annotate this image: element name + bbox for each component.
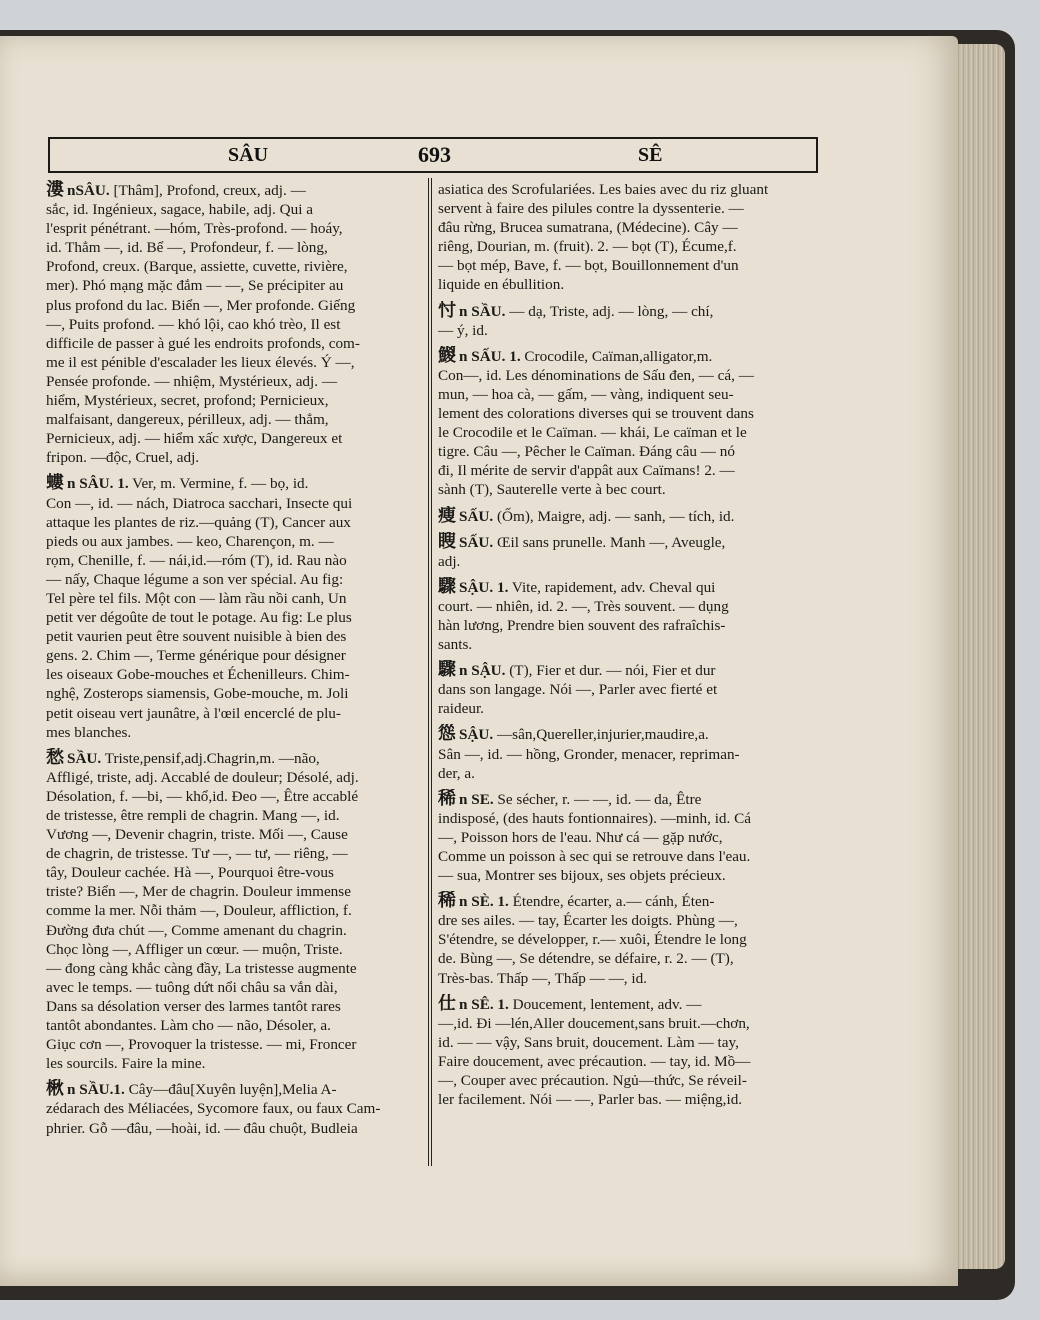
entry-text: gens. 2. Chim —, Terme générique pour désigner: [46, 647, 346, 665]
entry-headword: n SẦU.1.: [67, 1081, 125, 1099]
entry-text: Désolation, f. —bi, — khổ,id. Đeo —, Être accablé: [46, 787, 359, 805]
entry-line: [438, 506, 818, 526]
entry-line: [438, 532, 818, 552]
entry-text: malfaisant, dangereux, périlleux, adj. — thẳm,: [46, 411, 329, 429]
entry-line: [46, 959, 426, 978]
entry-line: [438, 764, 818, 783]
entry-line: [438, 828, 818, 847]
entry-line: [46, 684, 426, 703]
dictionary-entry: [438, 577, 818, 654]
entry-line: [46, 257, 426, 276]
entry-line: [46, 665, 426, 684]
entry-line: [438, 442, 818, 461]
entry-text: attaque les plantes de riz.—quảng (T), Cancer aux: [46, 513, 351, 531]
entry-headword: SẬU. 1.: [459, 578, 509, 596]
entry-line: [46, 978, 426, 997]
entry-line: [46, 844, 426, 863]
entry-line: [46, 825, 426, 844]
dictionary-entry: [46, 473, 426, 741]
entry-line: [438, 275, 818, 294]
entry-line: [46, 315, 426, 334]
chinese-character: 仕: [438, 993, 456, 1014]
entry-line: [46, 429, 426, 448]
entry-headword: n SE.: [459, 790, 494, 808]
entry-text: court. — nhiên, id. 2. —, Très souvent. — dụng: [438, 597, 729, 615]
right-column: [438, 180, 818, 1115]
dictionary-entry: [438, 891, 818, 987]
entry-line: [438, 552, 818, 571]
entry-line: [438, 597, 818, 616]
entry-text: plus profond du lac. Biển —, Mer profonde. Giếng: [46, 296, 356, 314]
dictionary-entry: [438, 789, 818, 885]
chinese-character: 驟: [438, 660, 456, 681]
entry-text: —, Couper avec précaution. Ngủ—thức, Se réveil-: [438, 1072, 747, 1090]
entry-text: S'étendre, se développer, r.— xuôi, Étendre le long: [438, 931, 747, 949]
entry-text: — đong càng khắc càng đầy, La tristesse augmente: [46, 959, 357, 977]
entry-line: [438, 1090, 818, 1109]
page-number: 693: [418, 142, 451, 167]
left-column: [46, 180, 426, 1144]
entry-line: [46, 589, 426, 608]
entry-text: Con—, id. Les dénominations de Sấu đen, — cá, —: [438, 366, 754, 384]
chinese-character: 慫: [438, 724, 456, 745]
entry-line: [46, 1099, 426, 1118]
entry-line: [46, 494, 426, 513]
entry-line: [46, 1079, 426, 1099]
dictionary-entry: [46, 748, 426, 1074]
entry-line: [46, 448, 426, 467]
entry-line: [438, 346, 818, 366]
entry-text: nghệ, Zosterops siamensis, Gobe-mouche, m. Joli: [46, 685, 349, 703]
entry-line: [46, 787, 426, 806]
dictionary-entry: [438, 994, 818, 1110]
entry-text: Comme un poisson à sec qui se retrouve dans l'eau.: [438, 848, 751, 865]
entry-headword: SẦU.: [67, 749, 102, 767]
entry-text: sành (T), Sauterelle verte à bec court.: [438, 481, 666, 499]
entry-text: —,id. Đi —lén,Aller doucement,sans bruit.—chơn,: [438, 1014, 750, 1032]
entry-line: [46, 353, 426, 372]
entry-text: ler facilement. Nói — —, Parler bas. — miệng,id.: [438, 1091, 743, 1109]
entry-text: me il est pénible d'escalader les lieux élevés. Ý —,: [46, 353, 355, 371]
entry-text: — sua, Montrer ses bijoux, ses objets précieux.: [438, 867, 726, 885]
entry-headword: n SẦU.: [459, 302, 506, 320]
entry-line: [438, 423, 818, 442]
entry-line: [46, 704, 426, 723]
entry-text: id. — — vậy, Sans bruit, doucement. Làm — tay,: [438, 1033, 739, 1051]
entry-line: [438, 930, 818, 949]
entry-text: riêng, Dourian, m. (fruit). 2. — bọt (T), Écume,f.: [438, 238, 737, 256]
column-divider: [428, 178, 432, 1166]
entry-text: triste? Biển —, Mer de chagrin. Douleur immense: [46, 883, 351, 901]
entry-headword: SẬU.: [459, 726, 494, 744]
entry-line: [438, 321, 818, 340]
entry-text: Profond, creux. (Barque, assiette, cuvette, rivière,: [46, 258, 348, 276]
chinese-character: 鯼: [438, 345, 456, 366]
entry-text: de. Bùng —, Se détendre, se défaire, r. 2. — (T),: [438, 950, 734, 968]
entry-text: raideur.: [438, 700, 484, 718]
entry-line: [438, 480, 818, 499]
entry-line: [46, 473, 426, 493]
chinese-character: 楸: [46, 1079, 64, 1100]
entry-line: [46, 219, 426, 238]
entry-line: [46, 1054, 426, 1073]
entry-line: [438, 404, 818, 423]
entry-line: [46, 806, 426, 825]
entry-text: petit ver dégoûte de tout le potage. Au fig: Le plus: [46, 609, 352, 627]
entry-line: [46, 646, 426, 665]
entry-line: [46, 372, 426, 391]
entry-text: Crocodile, Caïman,alligator,m.: [524, 347, 713, 365]
entry-headword: n SẤU. 1.: [459, 347, 521, 365]
entry-line: [46, 238, 426, 257]
entry-text: l'esprit pénétrant. —hóm, Très-profond. — hoáy,: [46, 220, 343, 238]
entry-text: Doucement, lentement, adv. —: [512, 995, 702, 1013]
entry-text: mes blanches.: [46, 723, 132, 741]
header-right-guide-word: SÊ: [638, 144, 663, 166]
entry-line: [438, 911, 818, 930]
entry-line: [46, 200, 426, 219]
entry-line: [438, 256, 818, 275]
entry-line: [438, 1014, 818, 1033]
entry-text: Se sécher, r. — —, id. — da, Être: [497, 790, 702, 808]
entry-line: [46, 1035, 426, 1054]
entry-line: [46, 570, 426, 589]
entry-line: [46, 334, 426, 353]
entry-line: [438, 745, 818, 764]
entry-text: dans son langage. Nói —, Parler avec fierté et: [438, 681, 718, 699]
entry-text: les sourcils. Faire la mine.: [46, 1055, 206, 1073]
entry-text: Tel père tel fils. Một con — làm rầu nồi canh, Un: [46, 589, 347, 607]
entry-text: asiatica des Scrofulariées. Les baies avec du riz gluant: [438, 181, 769, 198]
entry-line: [46, 863, 426, 882]
entry-line: [46, 180, 426, 200]
entry-line: [46, 723, 426, 742]
entry-line: [438, 616, 818, 635]
entry-text: petit vaurien peut être souvent nuisible à bien des: [46, 628, 347, 646]
entry-text: avec le temps. — tuông dứt nổi châu sa vắn dài,: [46, 978, 338, 996]
chinese-character: 稀: [438, 788, 456, 809]
entry-text: — dạ, Triste, adj. — lòng, — chí,: [509, 302, 714, 320]
entry-line: [438, 577, 818, 597]
dictionary-entry: [46, 1079, 426, 1137]
entry-line: [46, 627, 426, 646]
entry-text: — bọt mép, Bave, f. — bọt, Bouillonnement d'un: [438, 257, 739, 275]
entry-text: les oiseaux Gobe-mouches et Échenilleurs. Chim-: [46, 666, 350, 684]
entry-text: Chọc lòng —, Affliger un cœur. — muộn, Triste.: [46, 940, 343, 958]
entry-line: [438, 461, 818, 480]
entry-text: Giục cơn —, Provoquer la tristesse. — mi, Froncer: [46, 1036, 357, 1054]
dictionary-entry: [438, 724, 818, 782]
entry-line: [438, 1052, 818, 1071]
entry-headword: nSÂU.: [67, 182, 110, 199]
chinese-character: 忖: [438, 300, 456, 321]
entry-text: de tristesse, être rempli de chagrin. Mang —, id.: [46, 807, 340, 824]
entry-text: Đường đưa chút —, Comme amenant du chagrin.: [46, 921, 347, 939]
entry-text: sants.: [438, 636, 473, 654]
entry-text: —sân,Quereller,injurier,maudire,a.: [496, 726, 709, 744]
entry-text: Con —, id. — nách, Diatroca sacchari, Insecte qui: [46, 494, 353, 512]
chinese-character: 稀: [438, 891, 456, 912]
entry-text: rọm, Chenille, f. — nái,id.—róm (T), id. Rau nào: [46, 551, 347, 569]
entry-line: [438, 789, 818, 809]
dictionary-entry: [438, 301, 818, 340]
entry-line: [438, 199, 818, 218]
entry-line: [438, 1033, 818, 1052]
entry-text: id. Thẳm —, id. Bể —, Profondeur, f. — lòng,: [46, 239, 328, 257]
dictionary-entry: [438, 506, 818, 526]
dictionary-entry: [46, 180, 426, 467]
entry-text: tây, Douleur cachée. Hà —, Pourquoi être-vous: [46, 864, 334, 882]
running-header: [48, 137, 818, 173]
entry-line: [46, 532, 426, 551]
entry-line: [438, 237, 818, 256]
entry-text: difficile de passer à gué les endroits profonds, com-: [46, 334, 360, 352]
entry-line: [438, 180, 818, 199]
entry-text: (T), Fier et dur. — nói, Fier et dur: [509, 662, 716, 680]
entry-text: Pensée profonde. — nhiệm, Mystérieux, adj. —: [46, 372, 338, 390]
entry-text: hàn lương, Prendre bien souvent des rafraîchis-: [438, 616, 726, 634]
entry-line: [46, 921, 426, 940]
entry-text: servent à faire des pilules contre la dyssenterie. —: [438, 200, 744, 218]
entry-headword: n SÂU. 1.: [67, 475, 129, 493]
entry-line: [438, 218, 818, 237]
entry-text: phrier. Gỗ —đâu, —hoài, id. — đâu chuột, Budleia: [46, 1119, 358, 1137]
chinese-character: 瞍: [438, 531, 456, 552]
entry-text: Affligé, triste, adj. Accablé de douleur; Désolé, adj.: [46, 768, 359, 786]
entry-line: [438, 680, 818, 699]
entry-line: [438, 366, 818, 385]
entry-line: [438, 635, 818, 654]
chinese-character: 愁: [46, 747, 64, 768]
entry-line: [46, 513, 426, 532]
entry-line: [438, 385, 818, 404]
entry-line: [438, 847, 818, 866]
chinese-character: 漊: [46, 180, 64, 200]
entry-text: —, Poisson hors de l'eau. Như cá — gặp nước,: [438, 828, 723, 846]
entry-text: [Thâm], Profond, creux, adj. —: [113, 182, 306, 199]
entry-line: [46, 410, 426, 429]
entry-line: [46, 551, 426, 570]
page-edges: [955, 44, 1005, 1269]
entry-text: Œil sans prunelle. Manh —, Aveugle,: [496, 533, 726, 551]
entry-line: [46, 608, 426, 627]
dictionary-entry: [438, 180, 818, 295]
chinese-character: 螻: [46, 473, 64, 494]
entry-text: fripon. —độc, Cruel, adj.: [46, 449, 200, 467]
dictionary-entry: [438, 660, 818, 718]
entry-line: [438, 891, 818, 911]
dictionary-entry: [438, 532, 818, 571]
entry-text: pieds ou aux jambes. — keo, Charençon, m. —: [46, 532, 334, 550]
entry-line: [46, 296, 426, 315]
entry-line: [46, 748, 426, 768]
entry-text: (Ốm), Maigre, adj. — sanh, — tích, id.: [496, 507, 735, 525]
entry-line: [438, 866, 818, 885]
entry-line: [46, 940, 426, 959]
entry-text: Étendre, écarter, a.— cánh, Éten-: [512, 893, 715, 911]
entry-text: Triste,pensif,adj.Chagrin,m. —não,: [104, 749, 320, 767]
entry-text: hiểm, Mystérieux, secret, profond; Pernicieux,: [46, 392, 329, 410]
entry-text: de chagrin, de tristesse. Tư —, — tư, — riêng, —: [46, 845, 348, 863]
entry-line: [438, 994, 818, 1014]
entry-text: sắc, id. Ingénieux, sagace, habile, adj. Qui a: [46, 201, 313, 219]
entry-line: [438, 301, 818, 321]
entry-text: lement des colorations diverses qui se trouvent dans: [438, 405, 754, 423]
entry-text: petit oiseau vert jaunâtre, à l'œil encerclé de plu-: [46, 704, 341, 722]
entry-text: Faire doucement, avec précaution. — tay, id. Mồ—: [438, 1052, 751, 1070]
entry-text: —, Puits profond. — khó lội, cao khó trèo, Il est: [46, 315, 341, 333]
entry-line: [438, 699, 818, 718]
entry-line: [438, 724, 818, 744]
entry-text: zédarach des Méliacées, Sycomore faux, ou faux Cam-: [46, 1100, 381, 1118]
entry-text: dre ses ailes. — tay, Écarter les doigts. Phùng —,: [438, 912, 738, 930]
entry-headword: SẤU.: [459, 507, 494, 525]
entry-text: liquide en ébullition.: [438, 276, 565, 294]
entry-text: Vite, rapidement, adv. Cheval qui: [511, 578, 716, 596]
header-left-guide-word: SÂU: [228, 144, 269, 166]
entry-line: [46, 997, 426, 1016]
entry-text: comme la mer. Nỗi thảm —, Douleur, affliction, f.: [46, 902, 352, 920]
entry-text: Cây—đâu[Xuyên luyện],Melia A-: [128, 1081, 337, 1099]
entry-line: [46, 1119, 426, 1138]
entry-headword: SẤU.: [459, 533, 494, 551]
entry-text: Vương —, Devenir chagrin, triste. Mối —, Cause: [46, 826, 348, 844]
entry-text: mer). Phó mạng mặc đắm — —, Se précipiter au: [46, 277, 344, 295]
entry-text: đi, Il mérite de servir d'appât aux Caïmans! 2. —: [438, 462, 735, 480]
dictionary-entry: [438, 346, 818, 500]
entry-text: der, a.: [438, 764, 475, 782]
entry-line: [46, 901, 426, 920]
entry-line: [46, 391, 426, 410]
chinese-character: 驟: [438, 576, 456, 597]
entry-line: [438, 969, 818, 988]
entry-line: [438, 809, 818, 828]
entry-text: tantôt abondantes. Làm cho — não, Désoler, a.: [46, 1017, 331, 1035]
entry-line: [46, 768, 426, 787]
entry-headword: n SÊ. 1.: [459, 995, 509, 1013]
entry-text: Dans sa désolation verser des larmes tantôt rares: [46, 997, 341, 1015]
entry-text: adj.: [438, 552, 461, 570]
entry-text: mun, — hoa cà, — gấm, — vàng, indiquent seu-: [438, 385, 734, 403]
entry-text: le Crocodile et le Caïman. — khái, Le caïman et le: [438, 424, 747, 442]
entry-line: [438, 1071, 818, 1090]
entry-headword: n SẬU.: [459, 662, 506, 680]
entry-text: Ver, m. Vermine, f. — bọ, id.: [132, 475, 309, 493]
entry-text: — ý, id.: [438, 321, 488, 339]
entry-line: [438, 949, 818, 968]
entry-line: [46, 1016, 426, 1035]
entry-text: Très-bas. Thấp —, Thấp — —, id.: [438, 969, 647, 987]
entry-text: Sân —, id. — hồng, Gronder, menacer, repriman-: [438, 745, 740, 763]
entry-text: indisposé, (des hauts fontionnaires). —minh, id. Cá: [438, 809, 751, 827]
entry-line: [438, 660, 818, 680]
entry-line: [46, 882, 426, 901]
entry-text: đâu rừng, Brucea sumatrana, (Médecine). Cây —: [438, 219, 738, 237]
entry-text: Pernicieux, adj. — hiểm xấc xược, Dangereux et: [46, 430, 343, 448]
entry-line: [46, 276, 426, 295]
entry-text: — nấy, Chaque légume a son ver spécial. Au fig:: [46, 570, 344, 588]
entry-text: tigre. Câu —, Pêcher le Caïman. Đáng câu — nó: [438, 443, 735, 461]
chinese-character: 瘦: [438, 505, 456, 526]
entry-headword: n SÈ. 1.: [459, 893, 509, 911]
